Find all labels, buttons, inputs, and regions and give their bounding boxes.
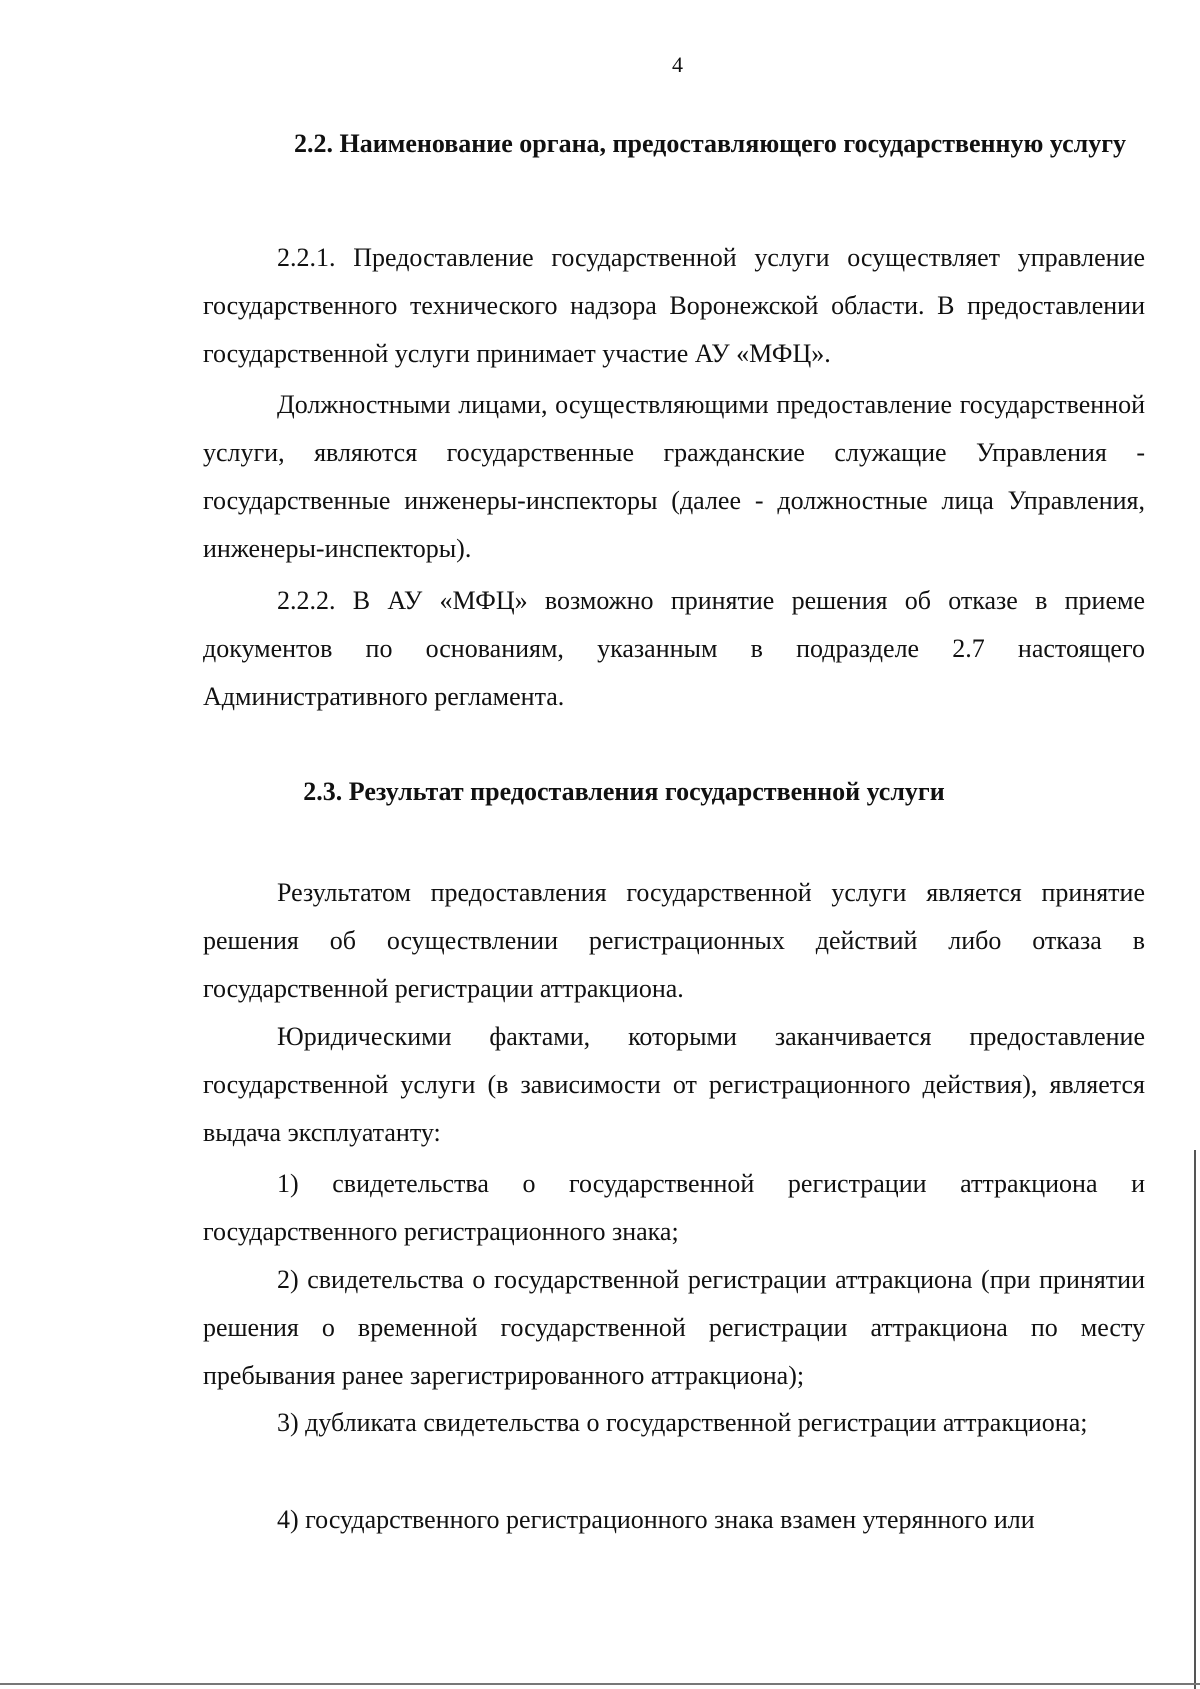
list-item: 3) дубликата свидетельства о государственной регистрации аттракциона; — [277, 1408, 1088, 1437]
section-2-3-heading: 2.3. Результат предоставления государственной услуги — [303, 777, 945, 806]
paragraph: Должностными лицами, осуществляющими предоставление государственной услуги, являются государственные гражданские служащие Управления - государственные инженеры-инспекторы (далее - должностные лица Управления, инженеры-инспекторы). — [203, 390, 1145, 563]
paragraph: 2.2.2. В АУ «МФЦ» возможно принятие решения об отказе в приеме документов по основаниям, указанным в подразделе 2.7 настоящего Административного регламента. — [203, 586, 1145, 711]
section-2-2-heading: 2.2. Наименование органа, предоставляющего государственную услугу — [293, 129, 1127, 158]
list-item: 1) свидетельства о государственной регистрации аттракциона и государственного регистрационного знака; — [203, 1169, 1145, 1246]
paragraph: 2.2.1. Предоставление государственной услуги осуществляет управление государственного технического надзора Воронежской области. В предоставлении государственной услуги принимает участие АУ «МФЦ». — [203, 243, 1145, 368]
paragraph: Юридическими фактами, которыми заканчивается предоставление государственной услуги (в зависимости от регистрационного действия), является выдача эксплуатанту: — [203, 1022, 1145, 1147]
scan-edge-line — [1194, 1150, 1196, 1689]
page-number: 4 — [672, 52, 683, 77]
scan-bottom-line — [0, 1683, 1200, 1685]
paragraph: Результатом предоставления государственной услуги является принятие решения об осуществлении регистрационных действий либо отказа в государственной регистрации аттракциона. — [203, 878, 1145, 1003]
list-item: 2) свидетельства о государственной регистрации аттракциона (при принятии решения о временной государственной регистрации аттракциона по месту пребывания ранее зарегистрированного аттракциона); — [203, 1265, 1145, 1390]
list-item: 4) государственного регистрационного знака взамен утерянного или — [277, 1505, 1035, 1534]
